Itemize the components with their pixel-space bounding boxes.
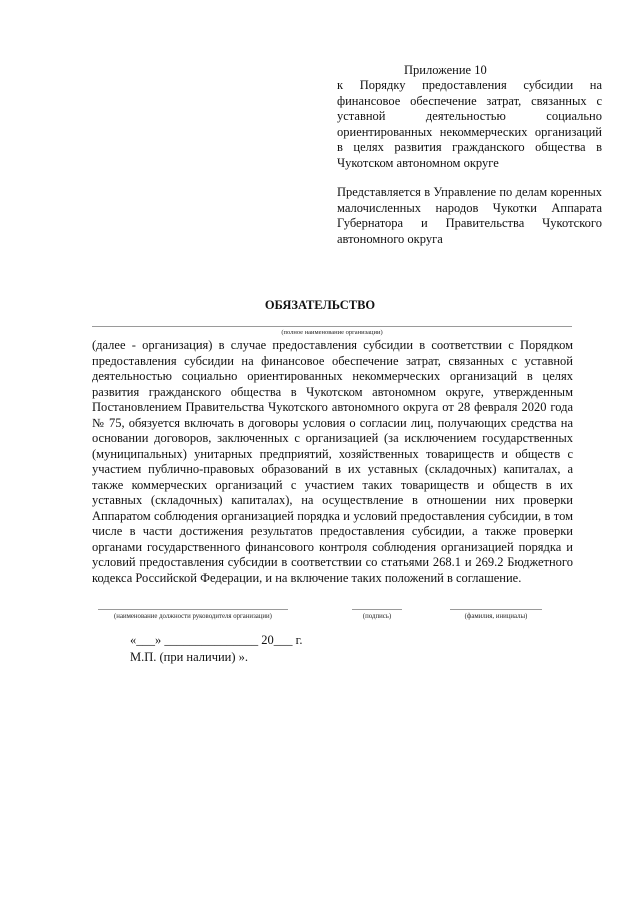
- appendix-title: Приложение 10: [404, 63, 487, 77]
- document-title: ОБЯЗАТЕЛЬСТВО: [264, 298, 376, 312]
- organization-name-caption: (полное наименование организации): [281, 329, 383, 336]
- addressee-text: Представляется в Управление по делам коренных малочисленных народов Чукотки Аппарата Губернатора и Правительства Чукотского автономного округа: [337, 185, 602, 246]
- name-signature-line: [450, 609, 542, 610]
- name-caption: (фамилия, инициалы): [464, 613, 528, 620]
- position-signature-line: [98, 609, 288, 610]
- signature-caption: (подпись): [362, 613, 392, 620]
- signature-line: [352, 609, 402, 610]
- position-caption: (наименование должности руководителя организации): [114, 613, 272, 620]
- date-line: «___» _______________ 20___ г.: [130, 633, 303, 647]
- seal-line: М.П. (при наличии) ».: [130, 650, 249, 664]
- obligation-body-text: (далее - организация) в случае предоставления субсидии в соответствии с Порядком предоставления субсидии на финансовое обеспечение затрат, связанных с уставной деятельностью социально ориентированных некоммерческих организаций в целях развития гражданского общества в Чукотском автономном округе, утвержденным Постановлением Правительства Чукотского автономного округа от 28 февраля 2020 года № 75, обязуется включать в договоры условия о согласии лиц, получающих средства на основании договоров, заключенных с организацией (за исключением государственных (муниципальных) унитарных предприятий, хозяйственных товариществ и обществ с участием публично-правовых образований в их уставных (складочных) капиталах, а также коммерческих организаций с участием таких товариществ и обществ в их уставных (складочных) капиталах), на осуществление в отношении них проверки Аппаратом соблюдения организацией порядка и условий предоставления субсидии, в том числе в части достижения результатов предоставления субсидии, а также проверки органами государственного финансового контроля соблюдения организацией порядка и условий предоставления субсидии в соответствии со статьями 268.1 и 269.2 Бюджетного кодекса Российской Федерации, и на включение таких положений в соглашение.: [92, 338, 573, 585]
- organization-name-line: [92, 326, 572, 327]
- appendix-reference-text: к Порядку предоставления субсидии на финансовое обеспечение затрат, связанных с уставной деятельностью социально ориентированных некоммерческих организаций в целях развития гражданского общества в Чукотском автономном округе: [337, 78, 602, 170]
